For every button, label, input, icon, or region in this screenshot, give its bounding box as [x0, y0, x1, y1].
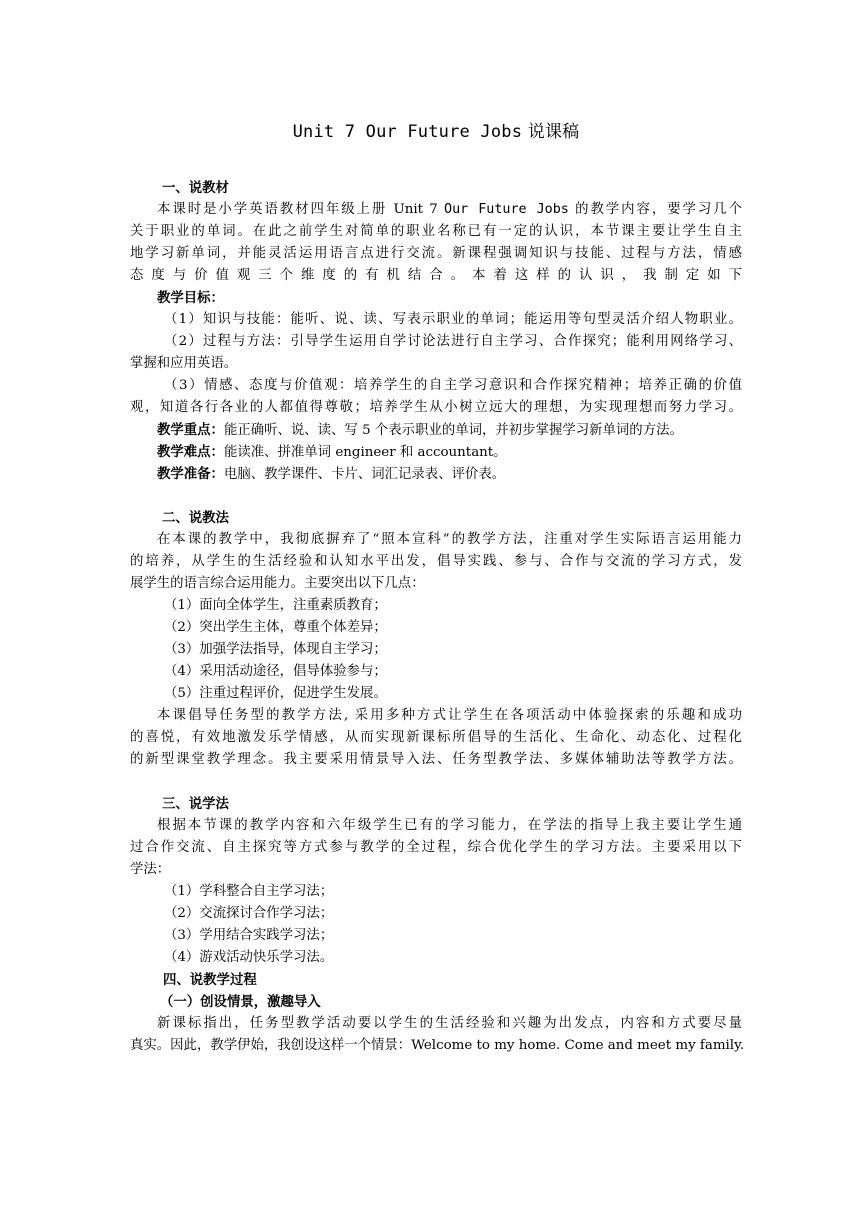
unit-title-inline: Our Future Jobs: [444, 202, 569, 217]
list-item: （1）学科整合自主学习法；: [164, 884, 334, 899]
list-item: （3）加强学法指导，体现自主学习；: [164, 642, 387, 657]
page-title: [130, 117, 742, 142]
paragraph-line: 过合作交流、自主探究等方式参与教学的全过程，综合优化学生的学习方法。主要采用以下: [130, 840, 742, 855]
section-2-heading: 二、说教法: [162, 510, 229, 526]
paragraph-line: 本课时是小学英语教材四年级上册 Unit 7 Our Future Jobs 的教学内容，要学习几个: [157, 202, 742, 217]
teaching-goals-label: 教学目标：: [157, 290, 224, 306]
title-english: Unit 7 Our Future Jobs: [292, 122, 523, 142]
list-item: （2）突出学生主体，尊重个体差异；: [164, 620, 387, 635]
document-body: [130, 177, 745, 1057]
goal-line: （2）过程与方法：引导学生运用自学讨论法进行自主学习、合作探究；能利用网络学习、: [164, 334, 742, 349]
key-point-line: 教学重点：能正确听、说、读、写 5 个表示职业的单词，并初步掌握学习新单词的方法。: [157, 422, 683, 438]
section-3-heading: 三、说学法: [162, 796, 229, 812]
goal-line: （1）知识与技能：能听、说、读、写表示职业的单词；能运用等句型灵活介绍人物职业。: [164, 312, 742, 327]
paragraph-line: 学法：: [130, 862, 171, 877]
paragraph-line: 根据本节课的教学内容和六年级学生已有的学习能力，在学法的指导上我主要让学生通: [157, 818, 742, 833]
list-item: （2）交流探讨合作学习法；: [164, 906, 334, 921]
goal-line: （3）情感、态度与价值观：培养学生的自主学习意识和合作探究精神；培养正确的价值: [164, 378, 742, 393]
list-item: （4）游戏活动快乐学习法。: [164, 950, 334, 965]
section-4-heading: 四、说教学过程: [163, 972, 257, 988]
paragraph-line: 态度与价值观三个维度的有机结合。本着这样的认识，我制定如下: [130, 268, 742, 283]
subsection-heading: （一）创设情景，激趣导入: [160, 994, 321, 1010]
paragraph-line: 地学习新单词，并能灵活运用语言点进行交流。新课程强调知识与技能、过程与方法，情感: [130, 246, 742, 261]
paragraph-line: 真实。因此，教学伊始，我创设这样一个情景：Welcome to my home. Come and meet my family.: [130, 1038, 745, 1053]
title-chinese: 说课稿: [527, 122, 580, 142]
list-item: （4）采用活动途径，倡导体验参与；: [164, 664, 387, 679]
preparation-line: 教学准备：电脑、教学课件、卡片、词汇记录表、评价表。: [157, 466, 506, 482]
paragraph-line: 的新型课堂教学理念。我主要采用情景导入法、任务型教学法、多媒体辅助法等教学方法。: [130, 752, 742, 767]
goal-line: 掌握和应用英语。: [130, 356, 238, 371]
goal-line: 观，知道各行各业的人都值得尊敬；培养学生从小树立远大的理想，为实现理想而努力学习。: [130, 400, 742, 415]
paragraph-line: 的培养，从学生的生活经验和认知水平出发，倡导实践、参与、合作与交流的学习方式，发: [130, 554, 742, 569]
section-1-heading: 一、说教材: [162, 180, 229, 196]
paragraph-line: 在本课的教学中，我彻底摒弃了“照本宣科”的教学方法，注重对学生实际语言运用能力: [157, 532, 742, 547]
list-item: （5）注重过程评价，促进学生发展。: [164, 686, 387, 701]
paragraph-line: 新课标指出，任务型教学活动要以学生的生活经验和兴趣为出发点，内容和方式要尽量: [157, 1016, 742, 1031]
paragraph-line: 关于职业的单词。在此之前学生对简单的职业名称已有一定的认识，本节课主要让学生自主: [130, 224, 742, 239]
paragraph-line: 展学生的语言综合运用能力。主要突出以下几点：: [130, 576, 425, 591]
paragraph-line: 的喜悦，有效地激发乐学情感，从而实现新课标所倡导的生活化、生命化、动态化、过程化: [130, 730, 742, 745]
difficulty-line: 教学难点：能读准、拼准单词 engineer 和 accountant。: [157, 444, 507, 460]
list-item: （3）学用结合实践学习法；: [164, 928, 334, 943]
paragraph-line: 本课倡导任务型的教学方法, 采用多种方式让学生在各项活动中体验探索的乐趣和成功: [157, 708, 742, 723]
list-item: （1）面向全体学生，注重素质教育；: [164, 598, 387, 613]
